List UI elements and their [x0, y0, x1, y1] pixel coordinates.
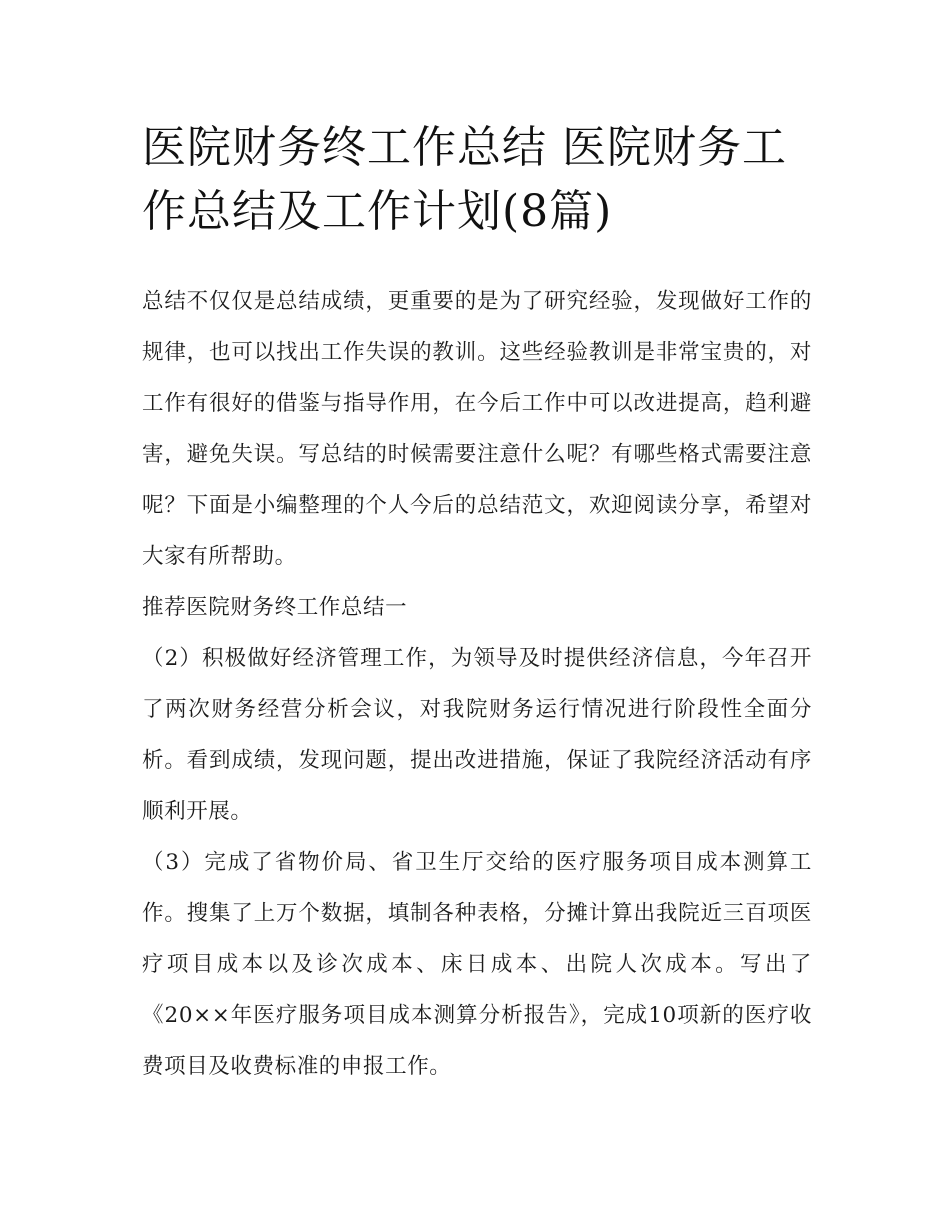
body-paragraph: （3）完成了省物价局、省卫生厅交给的医疗服务项目成本测算工作。搜集了上万个数据，填制各种表格，分摊计算出我院近三百项医疗项目成本以及诊次成本、床日成本、出院人次成本。写出了《20××年医疗服务项目成本测算分析报告》，完成10项新的医疗收费项目及收费标准的申报工作。	[142, 850, 812, 1079]
section-heading: 推荐医院财务终工作总结一	[142, 595, 408, 620]
intro-paragraph: 总结不仅仅是总结成绩，更重要的是为了研究经验，发现做好工作的规律，也可以找出工作失误的教训。这些经验教训是非常宝贵的，对工作有很好的借鉴与指导作用，在今后工作中可以改进提高，趋利避害，避免失误。写总结的时候需要注意什么呢？有哪些格式需要注意呢？下面是小编整理的个人今后的总结范文，欢迎阅读分享，希望对大家有所帮助。	[142, 289, 812, 569]
body-paragraph: （2）积极做好经济管理工作，为领导及时提供经济信息，今年召开了两次财务经营分析会议，对我院财务运行情况进行阶段性全面分析。看到成绩，发现问题，提出改进措施，保证了我院经济活动有序顺利开展。	[142, 646, 812, 824]
document-title: 医院财务终工作总结 医院财务工作总结及工作计划(8篇)	[142, 122, 787, 237]
